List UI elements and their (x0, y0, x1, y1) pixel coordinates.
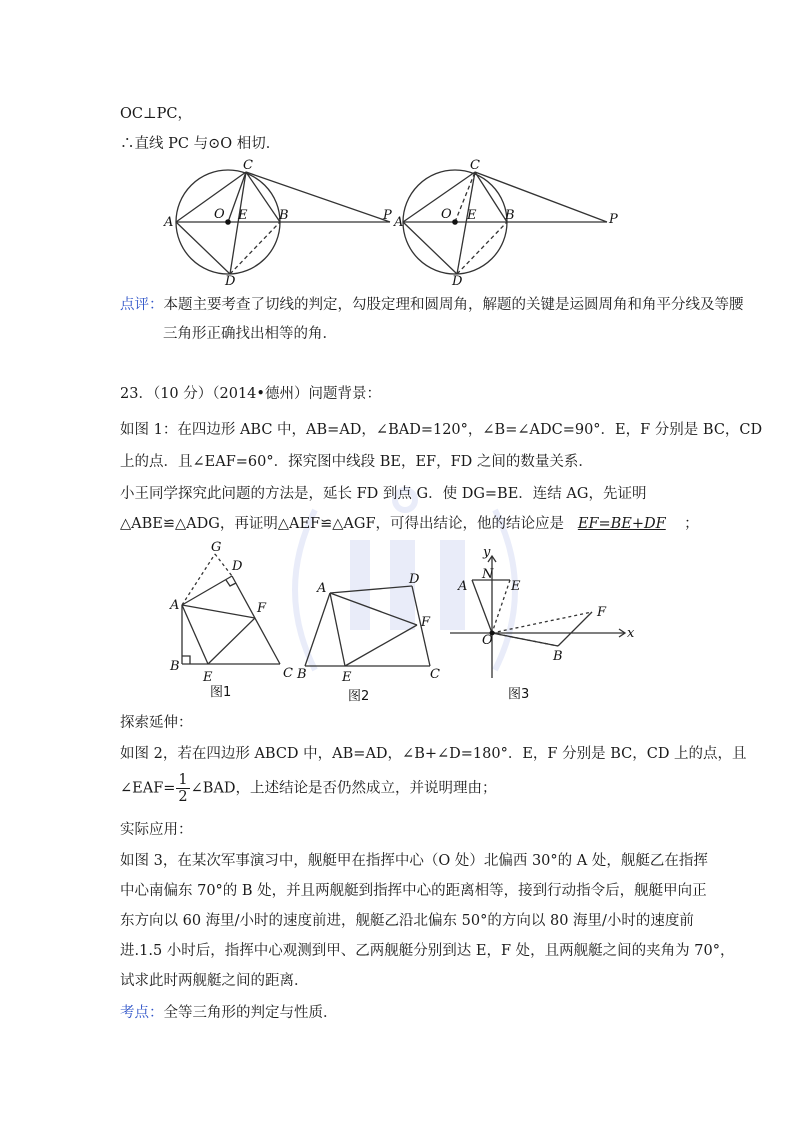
fig1-label-E: E (203, 670, 213, 685)
fig2-label-C: C (430, 667, 440, 682)
q23-para2a: 小王同学探究此问题的方法是，延长 FD 到点 G．使 DG=BE．连结 AG，先证明 (120, 486, 647, 502)
label-A-left: A (164, 215, 174, 230)
label-A-right: A (394, 215, 404, 230)
fig3-caption: 图3 (508, 687, 530, 702)
fig3-label-F: F (597, 605, 607, 620)
fig1-label-F: F (257, 601, 267, 616)
fig3-label-A: A (458, 579, 468, 594)
application-para1: 如图 3，在某次军事演习中，舰艇甲在指挥中心（O 处）北偏西 30°的 A 处，舰艇乙在指挥 (120, 853, 708, 869)
extension-para2-prefix: ∠EAF= (120, 780, 176, 797)
figures-1-2-3 (160, 538, 650, 708)
proof-line-1: OC⊥PC， (120, 106, 192, 122)
fraction-one-half: $\frac{1}{2}$ (178, 772, 188, 805)
circle-figures (150, 158, 630, 288)
review-line-2: 三角形正确找出相等的角． (163, 326, 337, 342)
extension-title: 探索延伸： (120, 715, 193, 731)
label-O-left: O (214, 207, 225, 222)
q23-answer: EF=BE+DF (577, 516, 666, 532)
label-D-left: D (225, 274, 236, 288)
q23-para2b (120, 514, 699, 534)
fig2-label-E: E (342, 670, 352, 685)
kaodian-text: 全等三角形的判定与性质． (163, 1005, 338, 1021)
extension-para2-suffix: ∠BAD，上述结论是否仍然成立，并说明理由； (190, 780, 497, 797)
label-B-left: B (279, 208, 289, 223)
q23-header: 23．（10 分）（2014•德州）问题背景： (120, 386, 381, 402)
q23-para1b: 上的点．且∠EAF=60°．探究图中线段 BE，EF，FD 之间的数量关系． (120, 454, 593, 470)
center-point-left (225, 219, 231, 225)
label-E-left: E (238, 208, 248, 223)
proof-line-2: ∴直线 PC 与⊙O 相切． (120, 136, 281, 152)
kaodian-label: 考点： (120, 1005, 164, 1021)
application-para3: 东方向以 60 海里/小时的速度前进，舰艇乙沿北偏东 50°的方向以 80 海里/小时的速度前 (120, 913, 694, 929)
q23-para2b-suffix: ； (684, 516, 699, 532)
fig1-caption: 图1 (210, 685, 232, 700)
review-label: 点评： (120, 297, 164, 313)
fig2-label-B: B (297, 667, 307, 682)
label-B-right: B (505, 208, 515, 223)
extension-para1: 如图 2，若在四边形 ABCD 中，AB=AD，∠B+∠D=180°．E，F 分别是 BC，CD 上的点，且 (120, 746, 747, 762)
fig1-label-A: A (170, 598, 180, 613)
fig3-label-N: N (482, 567, 494, 582)
label-C-left: C (243, 158, 253, 173)
review-text-1: 本题主要考查了切线的判定，勾股定理和圆周角，解题的关键是运圆周角和角平分线及等腰 (163, 297, 744, 313)
fig1-label-C: C (283, 666, 293, 681)
label-E-right: E (467, 208, 477, 223)
center-point-right (452, 219, 458, 225)
label-D-right: D (452, 274, 463, 288)
q23-para1a: 如图 1：在四边形 ABC 中，AB=AD，∠BAD=120°，∠B=∠ADC=90°．E，F 分别是 BC，CD (120, 422, 763, 438)
fig3-label-x: x (627, 626, 635, 641)
fig2-label-D: D (409, 572, 420, 587)
figure-2 (305, 586, 430, 666)
fig3-label-y: y (483, 545, 491, 560)
label-P-right: P (609, 212, 618, 227)
application-para2: 中心南偏东 70°的 B 处，并且两舰艇到指挥中心的距离相等，接到行动指令后，舰艇甲向正 (120, 883, 707, 899)
label-O-right: O (441, 207, 452, 222)
fig2-label-A: A (317, 581, 327, 596)
fig1-label-G: G (211, 540, 222, 555)
fig3-label-B: B (553, 649, 563, 664)
application-para4: 进.1.5 小时后，指挥中心观测到甲、乙两舰艇分别到达 E，F 处，且两舰艇之间的夹角为 70°， (120, 943, 735, 959)
application-para5: 试求此时两舰艇之间的距离． (120, 973, 309, 989)
fig3-label-E: E (511, 579, 521, 594)
label-P-left: P (383, 208, 392, 223)
kaodian-line (120, 1003, 338, 1023)
fig2-caption: 图2 (348, 689, 370, 704)
fig3-label-O: O (482, 633, 493, 648)
fig1-label-B: B (170, 659, 180, 674)
application-title: 实际应用： (120, 822, 193, 838)
q23-para2b-prefix: △ABE≌△ADG，再证明△AEF≌△AGF，可得出结论，他的结论应是 (120, 516, 565, 532)
review-line-1 (120, 295, 744, 315)
fig2-label-F: F (421, 615, 431, 630)
extension-para2 (120, 772, 497, 805)
fig1-label-D: D (232, 559, 243, 574)
label-C-right: C (470, 158, 480, 173)
